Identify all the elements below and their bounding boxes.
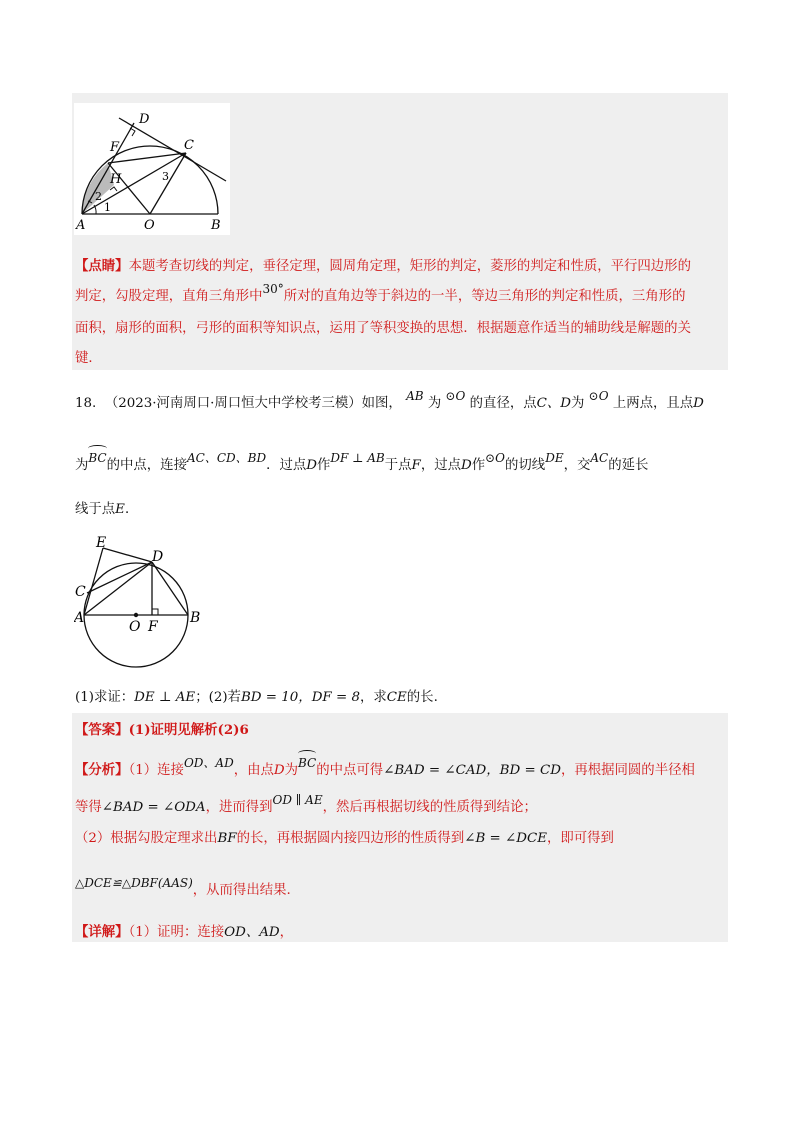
- math-DE-perp-AE: DE ⊥ AE: [134, 690, 196, 705]
- a-text: ，进而得到: [205, 800, 273, 815]
- math-angle-B-DCE: ∠B = ∠DCE: [464, 831, 547, 846]
- q-text: ，交: [563, 458, 591, 473]
- label-F: F: [110, 140, 120, 155]
- analysis-line-3: [75, 829, 614, 849]
- math-AB: AB: [406, 389, 424, 403]
- math-segments: AC、CD、BD: [186, 451, 267, 465]
- keypoint-line-3: [75, 319, 691, 339]
- keypoint-tag: 【点睛】: [75, 258, 129, 274]
- a-text: （2）根据勾股定理求出: [75, 831, 218, 846]
- a-text: （1）连接: [128, 763, 184, 778]
- a-text: ，从而得出结果.: [192, 883, 291, 898]
- question-18-line-1: [75, 389, 704, 414]
- geometry-figure-1: [74, 103, 230, 235]
- label-H: H: [110, 172, 122, 187]
- label-O: O: [144, 218, 155, 233]
- q-text: ，求: [359, 690, 387, 705]
- math-E: E: [115, 502, 125, 517]
- math-D: D: [460, 458, 472, 473]
- question-number: 18.: [75, 396, 97, 411]
- math-parallel: OD ∥ AE: [272, 793, 323, 807]
- a-text: ，再根据同圆的半径相: [560, 763, 695, 778]
- q-text: 为: [427, 396, 442, 411]
- math-circle-O: ⊙O: [445, 389, 466, 403]
- label-A: A: [74, 610, 85, 626]
- analysis-line-4: [75, 876, 291, 901]
- q-text: 的延长: [608, 458, 649, 473]
- keypoint-line-1: [75, 256, 691, 277]
- q-text: 线于点: [75, 502, 116, 517]
- q-text: ．过点: [266, 458, 307, 473]
- math-D: D: [693, 396, 704, 411]
- math-arc-BC: BC: [298, 753, 316, 773]
- keypoint-text-1: 本题考查切线的判定，垂径定理，圆周角定理，矩形的判定，菱形的判定和性质，平行四边形的: [128, 259, 691, 274]
- detail-text: （1）证明：连接: [128, 925, 225, 940]
- math-CE: CE: [386, 690, 407, 705]
- label-angle-2: 2: [95, 190, 102, 203]
- q-text: 的长.: [406, 690, 438, 705]
- question-18-line-2: [75, 451, 649, 476]
- question-source: （2023·河南周口·周口恒大中学校考三模）: [104, 396, 362, 411]
- keypoint-degree: 30°: [262, 282, 284, 296]
- math-angle-BAD-ODA: ∠BAD = ∠ODA: [101, 800, 206, 815]
- a-text: ，即可得到: [547, 831, 614, 846]
- math-DE: DE: [545, 451, 564, 465]
- analysis-line-2: [75, 793, 537, 818]
- a-text: ，然后再根据切线的性质得到结论；: [322, 800, 537, 815]
- label-A: A: [76, 218, 86, 233]
- math-arc-BC: BC: [88, 448, 106, 468]
- math-D: D: [273, 763, 285, 778]
- figure-question-18: [74, 533, 208, 669]
- math-circle-O: ⊙O: [588, 389, 609, 403]
- answer-tag: 【答案】: [75, 722, 129, 738]
- label-D: D: [152, 549, 164, 565]
- math-perp: DF ⊥ AB: [330, 451, 385, 465]
- label-E: E: [96, 535, 107, 551]
- detail-text: ，: [279, 925, 294, 940]
- a-text: 等得: [75, 800, 102, 815]
- detail-line-1: [75, 922, 293, 943]
- q-text: ，过点: [420, 458, 461, 473]
- q-text: 如图，: [361, 396, 402, 411]
- math-BF: BF: [217, 831, 237, 846]
- keypoint-line-4: [75, 349, 102, 369]
- q-text: 的中点，连接: [106, 458, 187, 473]
- a-text: 为: [284, 763, 299, 778]
- math-F: F: [411, 458, 421, 473]
- label-angle-3: 3: [162, 170, 169, 183]
- q-text: 作: [316, 458, 331, 473]
- q-text: (1)求证：: [75, 690, 135, 705]
- keypoint-text-3: 面积，扇形的面积，弓形的面积等知识点，运用了等积变换的思想．根据题意作适当的辅助线是解题的关: [75, 321, 691, 336]
- keypoint-text-2a: 判定，勾股定理，直角三角形中: [75, 289, 263, 304]
- detail-tag: 【详解】: [75, 924, 129, 940]
- label-B: B: [190, 610, 201, 626]
- figure-previous-problem: [74, 103, 230, 235]
- q-text: ．: [124, 502, 139, 517]
- math-AC: AC: [590, 451, 609, 465]
- math-angle-equal: ∠BAD = ∠CAD，BD = CD: [383, 763, 561, 778]
- analysis-tag: 【分析】: [75, 762, 129, 778]
- math-OD-AD: OD、AD: [183, 756, 234, 770]
- analysis-line-1: [75, 756, 695, 781]
- q-text: 的切线: [505, 458, 546, 473]
- q-text: 作: [471, 458, 486, 473]
- math-congruence: △DCE≌△DBF(AAS): [75, 876, 193, 890]
- label-angle-1: 1: [104, 201, 111, 214]
- q-text: 为: [75, 458, 89, 473]
- answer-text: (1)证明见解析(2)6: [128, 722, 249, 738]
- label-C: C: [184, 138, 194, 153]
- math-CD: C、D: [536, 396, 571, 411]
- geometry-figure-2: [74, 533, 208, 669]
- a-text: 的长，再根据圆内接四边形的性质得到: [236, 831, 465, 846]
- label-D: D: [139, 112, 150, 127]
- math-given: BD = 10，DF = 8: [240, 690, 360, 705]
- question-18-ask: [75, 688, 438, 708]
- keypoint-line-2: [75, 282, 686, 307]
- math-OD-AD: OD、AD: [224, 925, 280, 940]
- q-text: 为: [571, 396, 585, 411]
- keypoint-text-4: 键．: [75, 351, 102, 366]
- math-circle-O: ⊙O: [485, 451, 506, 465]
- label-C: C: [75, 584, 86, 600]
- a-text: 的中点可得: [316, 763, 384, 778]
- math-D: D: [306, 458, 317, 473]
- label-B: B: [211, 218, 221, 233]
- answer-line: [75, 720, 249, 740]
- a-text: ，由点: [233, 763, 274, 778]
- label-F: F: [148, 619, 158, 635]
- q-text: 于点: [384, 458, 412, 473]
- q-text: ；(2)若: [195, 690, 241, 705]
- question-18-line-3: [75, 500, 138, 520]
- solution-panel-bottom: [72, 713, 728, 942]
- q-text: 上两点，且点: [612, 396, 694, 411]
- label-O: O: [129, 619, 141, 635]
- q-text: 的直径，点: [469, 396, 537, 411]
- keypoint-text-2b: 所对的直角边等于斜边的一半，等边三角形的判定和性质，三角形的: [283, 289, 686, 304]
